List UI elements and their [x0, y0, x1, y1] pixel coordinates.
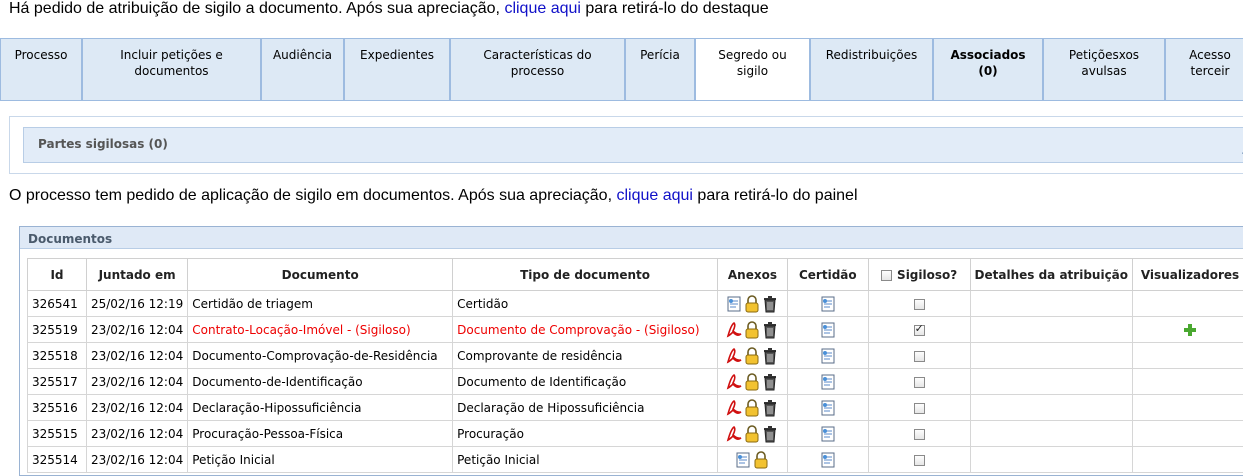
notice-destaque-text: Há pedido de atribuição de sigilo a documento. Após sua apreciação, [9, 0, 504, 17]
table-row[interactable] [28, 447, 1243, 473]
table-row[interactable] [28, 317, 1243, 343]
col-detalhes: Detalhes da atribuição [970, 259, 1132, 291]
col-certidao: Certidão [787, 259, 868, 291]
cell-id: 325515 [28, 421, 87, 447]
documentos-table [27, 258, 1243, 473]
trash-icon[interactable] [761, 425, 779, 443]
lock-icon[interactable] [743, 321, 761, 339]
cell-juntado: 23/02/16 12:04 [86, 317, 187, 343]
html-doc-icon[interactable] [725, 295, 743, 313]
tab-7[interactable]: Redistribuições [810, 38, 933, 101]
cell-documento[interactable]: Documento-de-Identificação [188, 369, 453, 395]
col-anexos: Anexos [717, 259, 787, 291]
cell-detalhes [970, 291, 1132, 317]
cell-juntado: 23/02/16 12:04 [86, 447, 187, 473]
select-all-sigiloso-checkbox[interactable] [881, 270, 892, 281]
cell-juntado: 23/02/16 12:04 [86, 369, 187, 395]
tab-9[interactable]: Petiçõesxos avulsas [1043, 38, 1165, 101]
cell-juntado: 23/02/16 12:04 [86, 343, 187, 369]
cell-certidao [787, 317, 868, 343]
certidao-icon[interactable] [819, 295, 837, 313]
cell-sigiloso [868, 317, 970, 343]
cell-detalhes [970, 369, 1132, 395]
cell-tipo: Declaração de Hipossuficiência [453, 395, 718, 421]
partes-sigilosas-title: Partes sigilosas (0) [38, 137, 168, 151]
html-doc-icon[interactable] [734, 451, 752, 469]
cell-anexos [717, 291, 787, 317]
sigiloso-checkbox[interactable] [914, 299, 925, 310]
cell-documento[interactable]: Petição Inicial [188, 447, 453, 473]
cell-certidao [787, 343, 868, 369]
col-sigiloso [868, 259, 970, 291]
certidao-icon[interactable] [819, 321, 837, 339]
table-row[interactable] [28, 369, 1243, 395]
pdf-icon[interactable] [725, 321, 743, 339]
documentos-header [20, 227, 1243, 249]
sigiloso-checkbox[interactable] [914, 351, 925, 362]
pdf-icon[interactable] [725, 425, 743, 443]
certidao-icon[interactable] [819, 373, 837, 391]
notice-destaque [9, 0, 769, 18]
certidao-icon[interactable] [819, 425, 837, 443]
lock-icon[interactable] [743, 399, 761, 417]
cell-visualizadores [1133, 395, 1243, 421]
lock-icon[interactable] [743, 347, 761, 365]
cell-visualizadores [1133, 317, 1243, 343]
cell-id: 325516 [28, 395, 87, 421]
cell-visualizadores [1133, 447, 1243, 473]
cell-juntado: 23/02/16 12:04 [86, 395, 187, 421]
lock-icon[interactable] [743, 425, 761, 443]
col-documento[interactable]: Documento [188, 259, 453, 291]
cell-id: 325518 [28, 343, 87, 369]
cell-detalhes [970, 317, 1132, 343]
cell-visualizadores [1133, 369, 1243, 395]
notice-destaque-link[interactable]: clique aqui [504, 0, 581, 17]
tab-4[interactable]: Características do processo [450, 38, 625, 101]
lock-icon[interactable] [743, 373, 761, 391]
cell-visualizadores [1133, 343, 1243, 369]
cell-juntado: 25/02/16 12:19 [86, 291, 187, 317]
notice-painel-text-end: para retirá-lo do painel [693, 187, 858, 204]
table-row[interactable] [28, 343, 1243, 369]
cell-documento[interactable]: Contrato-Locação-Imóvel - (Sigiloso) [188, 317, 453, 343]
sigiloso-checkbox[interactable] [914, 377, 925, 388]
table-row[interactable] [28, 421, 1243, 447]
process-tabs [0, 38, 1243, 101]
pdf-icon[interactable] [725, 373, 743, 391]
cell-certidao [787, 447, 868, 473]
cell-certidao [787, 369, 868, 395]
cell-anexos [717, 343, 787, 369]
tab-3[interactable]: Expedientes [344, 38, 450, 101]
trash-icon[interactable] [761, 295, 779, 313]
cell-documento[interactable]: Declaração-Hipossuficiência [188, 395, 453, 421]
table-row[interactable] [28, 395, 1243, 421]
cell-id: 325517 [28, 369, 87, 395]
cell-sigiloso [868, 421, 970, 447]
trash-icon[interactable] [761, 399, 779, 417]
trash-icon[interactable] [761, 373, 779, 391]
cell-id: 326541 [28, 291, 87, 317]
cell-visualizadores [1133, 421, 1243, 447]
cell-tipo: Certidão [453, 291, 718, 317]
pdf-icon[interactable] [725, 399, 743, 417]
documentos-panel [19, 226, 1243, 476]
cell-certidao [787, 421, 868, 447]
certidao-icon[interactable] [819, 399, 837, 417]
cell-detalhes [970, 343, 1132, 369]
cell-certidao [787, 395, 868, 421]
add-viewer-icon[interactable] [1183, 323, 1197, 337]
cell-tipo: Comprovante de residência [453, 343, 718, 369]
partes-sigilosas-header[interactable] [23, 127, 1243, 163]
notice-painel-link[interactable]: clique aqui [616, 187, 693, 204]
cell-anexos [717, 395, 787, 421]
cell-sigiloso [868, 291, 970, 317]
col-tipo[interactable]: Tipo de documento [453, 259, 718, 291]
cell-sigiloso [868, 369, 970, 395]
cell-detalhes [970, 421, 1132, 447]
cell-anexos [717, 421, 787, 447]
table-header-row [28, 259, 1243, 291]
cell-tipo: Documento de Identificação [453, 369, 718, 395]
cell-tipo: Petição Inicial [453, 447, 718, 473]
trash-icon[interactable] [761, 321, 779, 339]
tab-5[interactable]: Perícia [625, 38, 695, 101]
col-sigiloso-label: Sigiloso? [897, 268, 957, 282]
cell-certidao [787, 291, 868, 317]
sigiloso-checkbox[interactable] [914, 455, 925, 466]
tab-8[interactable]: Associados (0) [933, 38, 1043, 101]
cell-tipo: Procuração [453, 421, 718, 447]
notice-destaque-text-end: para retirá-lo do destaque [581, 0, 769, 17]
table-row[interactable] [28, 291, 1243, 317]
sigiloso-checkbox[interactable] [914, 429, 925, 440]
cell-documento[interactable]: Procuração-Pessoa-Física [188, 421, 453, 447]
notice-painel [9, 187, 858, 205]
cell-visualizadores [1133, 291, 1243, 317]
cell-detalhes [970, 447, 1132, 473]
cell-anexos [717, 369, 787, 395]
documentos-title: Documentos [28, 232, 112, 246]
lock-icon[interactable] [752, 451, 770, 469]
cell-tipo: Documento de Comprovação - (Sigiloso) [453, 317, 718, 343]
tabs-divider [0, 100, 1243, 101]
cell-detalhes [970, 395, 1132, 421]
partes-sigilosas-panel [9, 116, 1243, 174]
lock-icon[interactable] [743, 295, 761, 313]
col-visualizadores: Visualizadores [1133, 259, 1243, 291]
col-id[interactable]: Id [28, 259, 87, 291]
notice-painel-text: O processo tem pedido de aplicação de sigilo em documentos. Após sua apreciação, [9, 187, 616, 204]
sigiloso-checkbox[interactable] [914, 325, 925, 336]
tab-6[interactable]: Segredo ou sigilo [695, 38, 810, 101]
certidao-icon[interactable] [819, 347, 837, 365]
cell-sigiloso [868, 447, 970, 473]
cell-anexos [717, 447, 787, 473]
cell-sigiloso [868, 343, 970, 369]
trash-icon[interactable] [761, 347, 779, 365]
cell-id: 325514 [28, 447, 87, 473]
cell-documento[interactable]: Certidão de triagem [188, 291, 453, 317]
pdf-icon[interactable] [725, 347, 743, 365]
cell-anexos [717, 317, 787, 343]
cell-sigiloso [868, 395, 970, 421]
col-juntado[interactable]: Juntado em [86, 259, 187, 291]
cell-juntado: 23/02/16 12:04 [86, 421, 187, 447]
tab-2[interactable]: Audiência [261, 38, 344, 101]
sigiloso-checkbox[interactable] [914, 403, 925, 414]
certidao-icon[interactable] [819, 451, 837, 469]
tab-0[interactable]: Processo [0, 38, 82, 101]
cell-documento[interactable]: Documento-Comprovação-de-Residência [188, 343, 453, 369]
tab-10[interactable]: Acesso terceir [1165, 38, 1243, 101]
tab-1[interactable]: Incluir petições e documentos [82, 38, 261, 101]
cell-id: 325519 [28, 317, 87, 343]
